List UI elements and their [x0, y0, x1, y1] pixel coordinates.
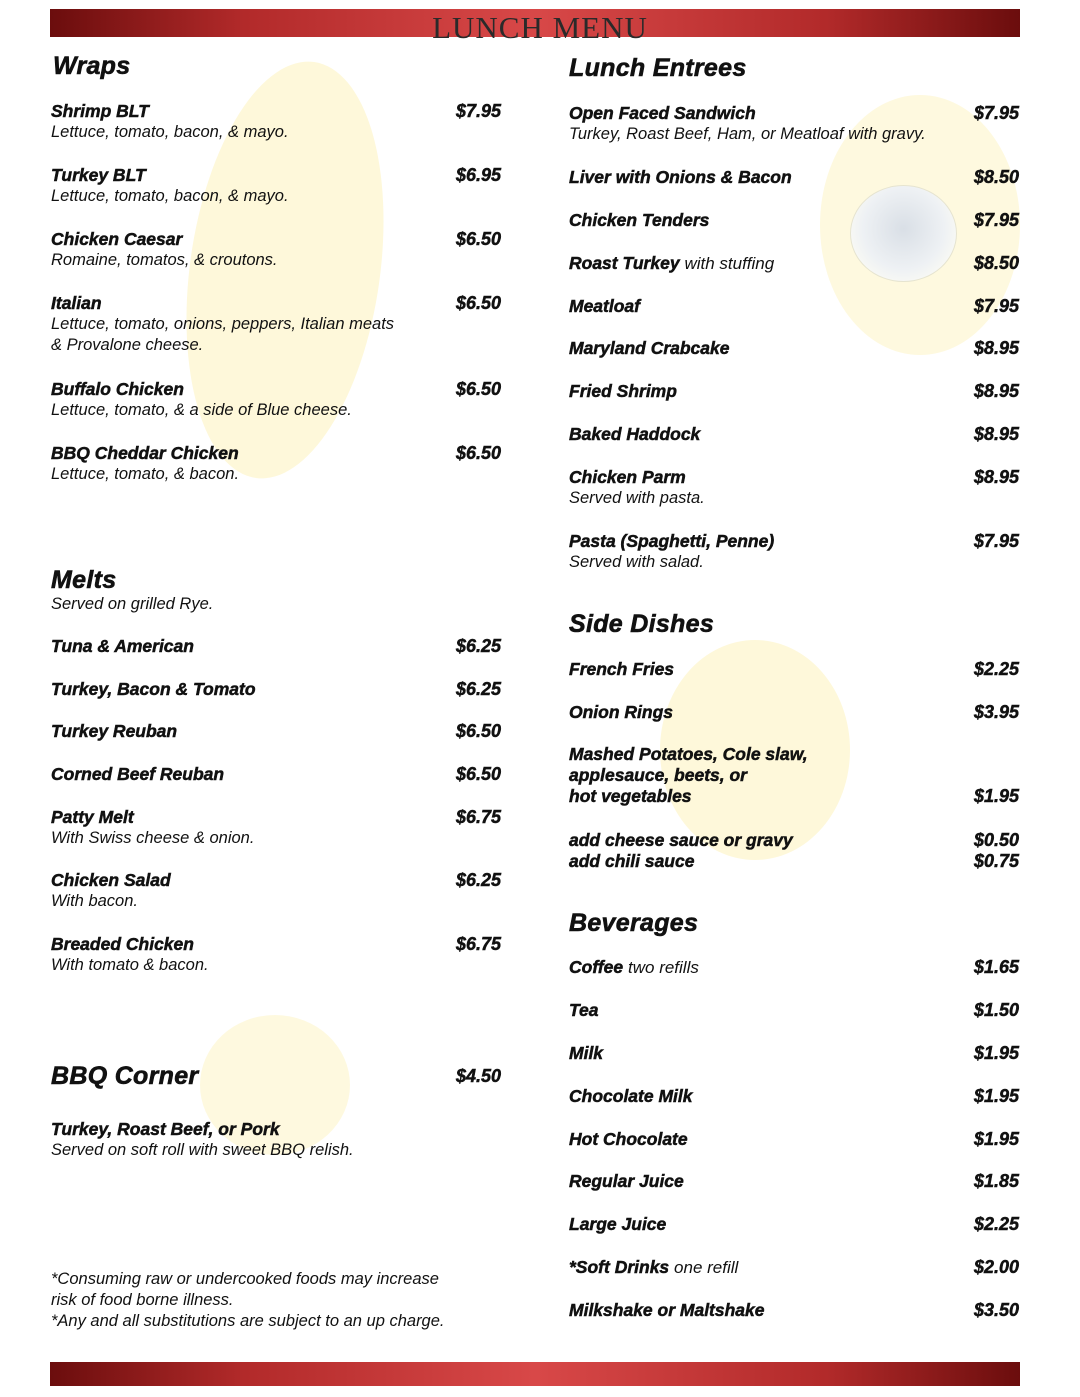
- item-name: Open Faced Sandwich: [569, 103, 756, 123]
- item-price: $7.95: [973, 531, 1019, 551]
- beverage-item: [569, 1171, 1019, 1192]
- item-name: Milk: [569, 1043, 604, 1063]
- entree-item: [569, 467, 1019, 509]
- item-price: $1.95: [973, 1086, 1019, 1106]
- item-description: With tomato & bacon.: [51, 956, 209, 974]
- item-name: add cheese sauce or gravy: [569, 830, 793, 850]
- wraps-item: [51, 379, 501, 421]
- wraps-item: [51, 443, 501, 485]
- item-name: Chicken Tenders: [569, 210, 710, 230]
- bbq-title: BBQ Corner: [51, 1062, 199, 1090]
- beverage-item: [569, 1300, 1019, 1321]
- item-price: $6.50: [455, 379, 501, 399]
- item-name: Turkey, Bacon & Tomato: [51, 679, 256, 699]
- melts-header: [51, 566, 501, 615]
- melts-item: [51, 636, 501, 657]
- item-price: $1.95: [973, 1129, 1019, 1149]
- item-price: $7.95: [973, 210, 1019, 230]
- item-price: $6.50: [455, 443, 501, 463]
- melts-title: Melts: [51, 566, 117, 594]
- entree-item: [569, 103, 1019, 145]
- item-description: With bacon.: [51, 892, 138, 910]
- beverage-item: [569, 1257, 1019, 1278]
- wraps-item: [51, 101, 501, 143]
- item-name: Chicken Salad: [51, 870, 171, 890]
- bbq-header: [51, 1062, 501, 1090]
- item-price: $6.25: [455, 870, 501, 890]
- item-description: Turkey, Roast Beef, Ham, or Meatloaf with gravy.: [569, 125, 926, 143]
- item-name: Chicken Parm: [569, 467, 686, 487]
- item-price: $4.50: [455, 1065, 501, 1086]
- item-name: Baked Haddock: [569, 424, 701, 444]
- item-name: Maryland Crabcake: [569, 338, 730, 358]
- item-description: Lettuce, tomato, bacon, & mayo.: [51, 123, 289, 141]
- item-description: Lettuce, tomato, onions, peppers, Italian meats: [51, 315, 395, 333]
- item-price: $6.50: [455, 721, 501, 741]
- item-price: $7.95: [455, 101, 501, 121]
- item-name: Patty Melt: [51, 807, 134, 827]
- item-name: Turkey Reuban: [51, 721, 178, 741]
- disclaimer-line: risk of food borne illness.: [51, 1291, 234, 1309]
- melts-subtitle: Served on grilled Rye.: [51, 595, 214, 613]
- melts-item: [51, 679, 501, 700]
- item-name: Coffee two refills: [569, 957, 699, 977]
- item-price: $3.50: [973, 1300, 1019, 1320]
- item-name: Liver with Onions & Bacon: [569, 167, 792, 187]
- melts-item: [51, 721, 501, 742]
- beverage-item: [569, 957, 1019, 978]
- entree-item: [569, 338, 1019, 359]
- item-name: Large Juice: [569, 1214, 667, 1234]
- item-price: $7.95: [973, 103, 1019, 123]
- item-name: Shrimp BLT: [51, 101, 149, 121]
- item-name: hot vegetables: [569, 786, 692, 806]
- item-price: $8.95: [973, 381, 1019, 401]
- item-price: $1.95: [973, 1043, 1019, 1063]
- beverage-item: [569, 1214, 1019, 1235]
- melts-item: [51, 807, 501, 849]
- beverage-item: [569, 1086, 1019, 1107]
- disclaimer-line: *Any and all substitutions are subject to an up charge.: [51, 1312, 445, 1330]
- item-name: Hot Chocolate: [569, 1129, 688, 1149]
- wraps-item: [51, 229, 501, 271]
- item-name: Milkshake or Maltshake: [569, 1300, 765, 1320]
- melts-item: [51, 934, 501, 976]
- item-name: BBQ Cheddar Chicken: [51, 443, 239, 463]
- sides-title: Side Dishes: [569, 610, 715, 638]
- item-name: Roast Turkey with stuffing: [569, 253, 775, 273]
- item-description: Lettuce, tomato, & bacon.: [51, 465, 240, 483]
- item-name: Regular Juice: [569, 1171, 684, 1191]
- item-name: Chocolate Milk: [569, 1086, 693, 1106]
- disclaimer-line: *Consuming raw or undercooked foods may increase: [51, 1270, 439, 1288]
- item-note: one refill: [674, 1258, 739, 1277]
- item-price: $6.25: [455, 679, 501, 699]
- item-price: $1.65: [973, 957, 1019, 977]
- item-name: French Fries: [569, 659, 675, 679]
- item-name: Buffalo Chicken: [51, 379, 184, 399]
- item-description: Served on soft roll with sweet BBQ relish.: [51, 1141, 354, 1159]
- item-name: Tuna & American: [51, 636, 194, 656]
- beverage-item: [569, 1000, 1019, 1021]
- side-item: [569, 659, 1019, 680]
- item-description: With Swiss cheese & onion.: [51, 829, 255, 847]
- item-price: $6.25: [455, 636, 501, 656]
- item-name: Turkey BLT: [51, 165, 146, 185]
- item-price: $0.75: [973, 851, 1019, 871]
- item-price: $8.50: [973, 253, 1019, 273]
- item-price: $2.25: [973, 1214, 1019, 1234]
- item-price: $0.50: [973, 830, 1019, 850]
- item-name: Fried Shrimp: [569, 381, 677, 401]
- entrees-title: Lunch Entrees: [569, 54, 747, 82]
- entree-item: [569, 531, 1019, 573]
- side-item: [569, 702, 1019, 723]
- wraps-title: Wraps: [53, 52, 131, 80]
- item-price: $1.85: [973, 1171, 1019, 1191]
- side-addons: [569, 830, 1019, 872]
- beverages-title: Beverages: [569, 909, 699, 937]
- item-price: $2.00: [973, 1257, 1019, 1277]
- item-note: two refills: [628, 958, 699, 977]
- item-price: $6.75: [455, 934, 501, 954]
- melts-item: [51, 870, 501, 912]
- menu-title: LUNCH MENU: [432, 10, 648, 45]
- item-note: with stuffing: [684, 254, 775, 273]
- entree-item: [569, 296, 1019, 317]
- item-name: Mashed Potatoes, Cole slaw,: [569, 744, 808, 764]
- item-price: $8.95: [973, 467, 1019, 487]
- entree-item: [569, 424, 1019, 445]
- disclaimer-notes: [51, 1269, 521, 1332]
- item-price: $1.50: [973, 1000, 1019, 1020]
- bbq-item: [51, 1119, 501, 1161]
- beverage-item: [569, 1043, 1019, 1064]
- item-description: Lettuce, tomato, & a side of Blue cheese.: [51, 401, 352, 419]
- item-name: add chili sauce: [569, 851, 695, 871]
- item-name: Chicken Caesar: [51, 229, 183, 249]
- footer-bar: [50, 1362, 1020, 1386]
- item-price: $6.50: [455, 229, 501, 249]
- item-price: $8.50: [973, 167, 1019, 187]
- item-price: $7.95: [973, 296, 1019, 316]
- item-name: Pasta (Spaghetti, Penne): [569, 531, 775, 551]
- item-price: $3.95: [973, 702, 1019, 722]
- entree-item: [569, 210, 1019, 231]
- item-price: $6.95: [455, 165, 501, 185]
- side-combo-item: [569, 744, 1019, 807]
- item-description: Romaine, tomatos, & croutons.: [51, 251, 278, 269]
- item-name: Meatloaf: [569, 296, 640, 316]
- item-name: Breaded Chicken: [51, 934, 194, 954]
- item-description: Served with salad.: [569, 553, 704, 571]
- item-name: Turkey, Roast Beef, or Pork: [51, 1119, 280, 1139]
- item-price: $6.75: [455, 807, 501, 827]
- item-price: $1.95: [973, 786, 1019, 806]
- item-description: & Provalone cheese.: [51, 336, 204, 354]
- item-price: $6.50: [455, 764, 501, 784]
- item-name: Corned Beef Reuban: [51, 764, 225, 784]
- item-price: $8.95: [973, 424, 1019, 444]
- item-name: *Soft Drinks one refill: [569, 1257, 739, 1277]
- item-price: $2.25: [973, 659, 1019, 679]
- item-name: Italian: [51, 293, 102, 313]
- item-name: applesauce, beets, or: [569, 765, 747, 785]
- item-description: Lettuce, tomato, bacon, & mayo.: [51, 187, 289, 205]
- entree-item: [569, 167, 1019, 188]
- item-name: Onion Rings: [569, 702, 674, 722]
- melts-item: [51, 764, 501, 785]
- wraps-item: [51, 165, 501, 207]
- entree-item: [569, 381, 1019, 402]
- entree-item: [569, 253, 1019, 274]
- wraps-item: [51, 293, 501, 356]
- beverage-item: [569, 1129, 1019, 1150]
- item-price: $6.50: [455, 293, 501, 313]
- item-price: $8.95: [973, 338, 1019, 358]
- item-name: Tea: [569, 1000, 599, 1020]
- item-description: Served with pasta.: [569, 489, 705, 507]
